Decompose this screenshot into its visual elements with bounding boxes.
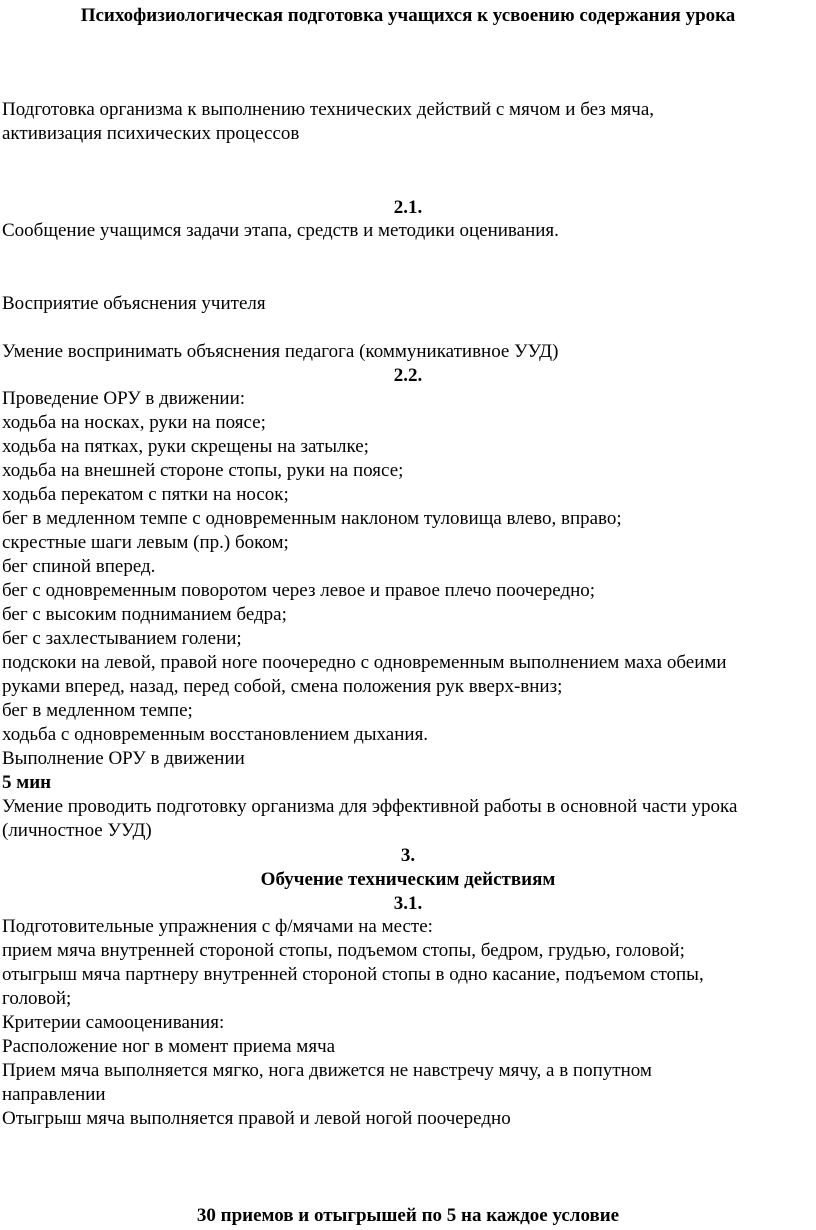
exercise-item: ходьба на носках, руки на поясе; [2, 412, 266, 433]
criteria-item: Прием мяча выполняется мягко, нога движется не навстречу мячу, а в попутном [2, 1060, 652, 1081]
personal-skill-text-1: Умение проводить подготовку организма для эффективной работы в основной части урока [2, 796, 738, 817]
section-number-3: 3. [400, 845, 416, 866]
drill-line: Подготовительные упражнения с ф/мячами на месте: [2, 916, 433, 937]
exercise-item: ходьба перекатом с пятки на носок; [2, 484, 289, 505]
execution-text: Выполнение ОРУ в движении [2, 748, 245, 769]
drill-line: отыгрыш мяча партнеру внутренней стороной стопы в одно касание, подъемом стопы, [2, 964, 704, 985]
section-number-3-1: 3.1. [393, 893, 423, 914]
intro-line-2: активизация психических процессов [2, 123, 300, 144]
exercise-item: бег с захлестыванием голени; [2, 628, 242, 649]
criteria-heading: Критерии самооценивания: [2, 1012, 225, 1033]
exercise-item: бег в медленном темпе; [2, 700, 193, 721]
criteria-item: направлении [2, 1084, 106, 1105]
exercise-item: бег с высоким подниманием бедра; [2, 604, 287, 625]
section-number-2-1: 2.1. [393, 197, 423, 218]
exercise-item: подскоки на левой, правой ноге поочередно с одновременным выполнением маха обеими [2, 652, 727, 673]
exercise-item: руками вперед, назад, перед собой, смена положения рук вверх-вниз; [2, 676, 563, 697]
section-number-2-2: 2.2. [393, 365, 423, 386]
criteria-item: Расположение ног в момент приема мяча [2, 1036, 336, 1057]
exercises-heading: Проведение ОРУ в движении: [2, 388, 246, 409]
criteria-item: Отыгрыш мяча выполняется правой и левой ногой поочередно [2, 1108, 511, 1129]
exercise-item: скрестные шаги левым (пр.) боком; [2, 532, 289, 553]
exercise-item: бег с одновременным поворотом через левое и правое плечо поочередно; [2, 580, 596, 601]
exercise-item: бег спиной вперед. [2, 556, 156, 577]
exercise-item: ходьба на пятках, руки скрещены на затылке; [2, 436, 369, 457]
stage-task-text: Сообщение учащимся задачи этапа, средств и методики оценивания. [2, 220, 559, 241]
section-title-3: Обучение техническим действиям [260, 869, 556, 890]
exercise-item: бег в медленном темпе с одновременным наклоном туловища влево, вправо; [2, 508, 622, 529]
teacher-explanation-text: Восприятие объяснения учителя [2, 293, 266, 314]
drill-line: головой; [2, 988, 72, 1009]
communicative-skill-text: Умение воспринимать объяснения педагога (коммуникативное УУД) [2, 341, 559, 362]
exercise-item: ходьба на внешней стороне стопы, руки на поясе; [2, 460, 404, 481]
personal-skill-text-2: (личностное УУД) [2, 820, 152, 841]
repetitions-footer: 30 приемов и отыгрышей по 5 на каждое условие [196, 1205, 620, 1226]
duration-text: 5 мин [2, 772, 52, 793]
page-title: Психофизиологическая подготовка учащихся к усвоению содержания урока [80, 5, 736, 26]
intro-line-1: Подготовка организма к выполнению технических действий с мячом и без мяча, [2, 99, 655, 120]
exercise-item: ходьба с одновременным восстановлением дыхания. [2, 724, 429, 745]
drill-line: прием мяча внутренней стороной стопы, подъемом стопы, бедром, грудью, головой; [2, 940, 685, 961]
